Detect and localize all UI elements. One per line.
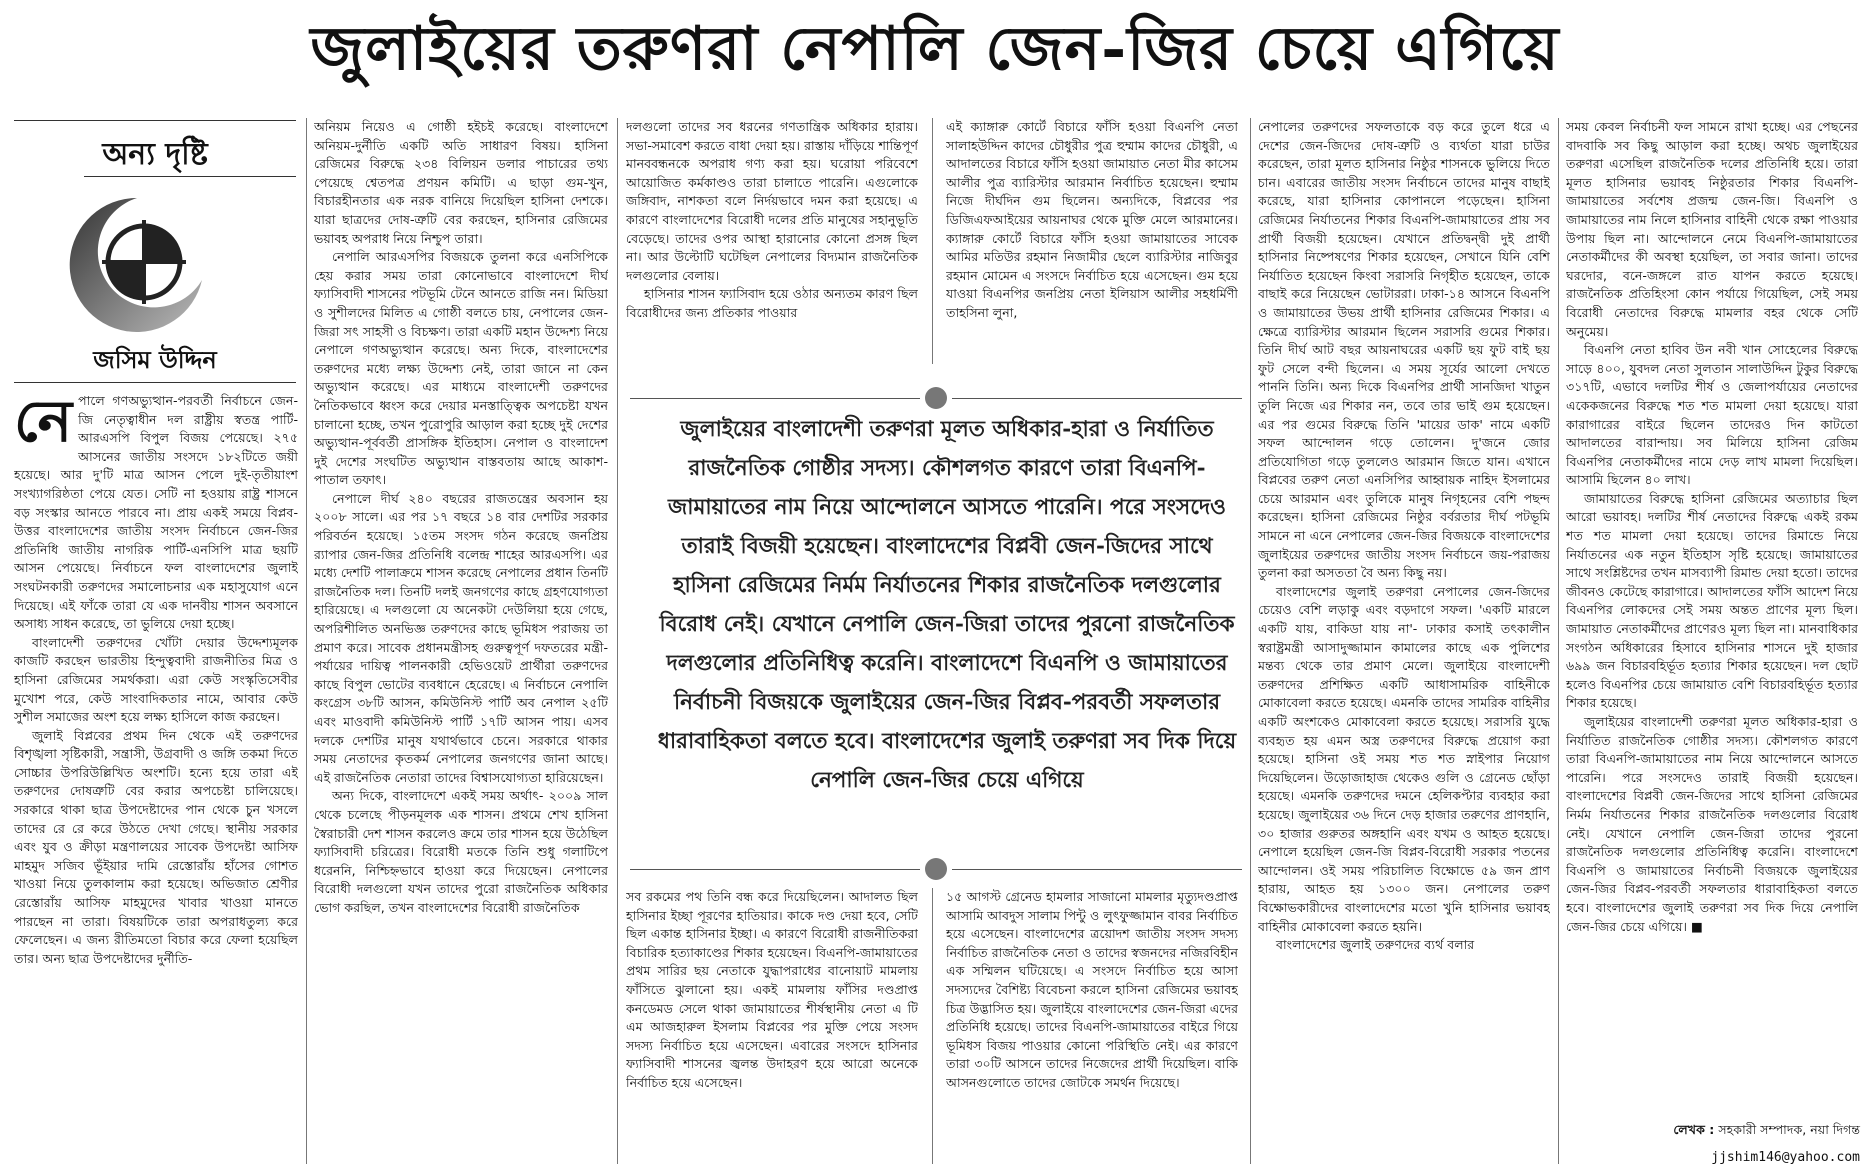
paragraph: ১৫ আগস্ট গ্রেনেড হামলার সাজানো মামলার মৃত্যুদণ্ডপ্রাপ্ত আসামি আবদুস সালাম পিন্টু ও লুৎফুজ্জামান বাবর নির্বাচিত হয়ে এসেছেন। বাংলাদেশের ত্রয়োদশ জাতীয় সংসদ সদস্য নির্বাচিত রাজনৈতিক নেতা ও তাদের স্বজনদের নজিরবিহীন এক সম্মিলন ঘটিয়েছে। এ সংসদে নির্বাচিত হয়ে আসা সদস্যদের বৈশিষ্ট্য বিবেচনা করলে হাসিনা রেজিমের ভয়াবহ চিত্র উদ্ভাসিত হয়। জুলাইয়ে বাংলাদেশের জেন-জিরা এদের প্রতিনিধি হয়েছে। তাদের বিএনপি-জামায়াতের বাইরে গিয়ে ভূমিধস বিজয় পাওয়ার কোনো পরিস্থিতি নেই। এর কারণে তারা ৩০টি আসনে তাদের নিজেদের প্রার্থী দিয়েছিল। বাকি আসনগুলোতে তাদের জোটকে সমর্থন দিয়েছে। xyxy=(946,889,1238,1090)
paragraph: সব রকমের পথ তিনি বন্ধ করে দিয়েছিলেন। আদালত ছিল হাসিনার ইচ্ছা পূরণের হাতিয়ার। কাকে দণ্ড দেয়া হবে, সেটি ছিল একান্ত হাসিনার ইচ্ছা। এ কারণে বিরোধী রাজনীতিকরা বিচারিক হত্যাকাণ্ডের শিকার হয়েছেন। বিএনপি-জামায়াতের প্রথম সারির ছয় নেতাকে যুদ্ধাপরাধের বানোয়াট মামলায় ফাঁসিতে ঝুলানো হয়। একই মামলায় ফাঁসির দণ্ডপ্রাপ্ত কনডেমড সেলে থাকা জামায়াতের শীর্ষস্থানীয় নেতা এ টি এম আজহারুল ইসলাম বিপ্লবের পর মুক্তি পেয়ে সংসদ সদস্য নির্বাচিত হয়ে এসেছেন। এবারের সংসদে হাসিনার ফ্যাসিবাদী শাসনের জ্বলন্ত উদাহরণ হয়ে আরো অনেকে নির্বাচিত হয়ে এসেছেন। xyxy=(626,889,918,1090)
article-column-4-top xyxy=(946,118,1238,380)
paragraph: নেপালের তরুণদের সফলতাকে বড় করে তুলে ধরে এ দেশের জেন-জিদের দোষ-ত্রুটি ও ব্যর্থতা যারা চাউর করেছেন, তারা মূলত হাসিনার নিষ্ঠুর শাসনকে ভুলিয়ে দিতে চান। এবারের জাতীয় সংসদ নির্বাচনে তাদের মানুষ বাছাই করেছে, যারা হাসিনার কোপানলে পড়েছেন। হাসিনা রেজিমের নির্যাতনের শিকার বিএনপি-জামায়াতের প্রায় সব প্রার্থী বিজয়ী হয়েছেন। যেখানে প্রতিদ্বন্দ্বী দুই প্রার্থী হাসিনার নিষ্পেষণের শিকার হয়েছেন, সেখানে যিনি বেশি নির্যাতিত হয়েছেন কিংবা সরাসরি নিগৃহীত হয়েছেন, তাকে বাছাই করে নিয়েছেন ভোটাররা। ঢাকা-১৪ আসনে বিএনপি ও জামায়াতের উভয় প্রার্থী হাসিনার রেজিমের শিকার। এ ক্ষেত্রে ব্যারিস্টার আরমান ছিলেন সরাসরি গুমের শিকার। তিনি দীর্ঘ আট বছর আয়নাঘরের একটি ছয় ফুট বাই ছয় ফুট সেলে বন্দী ছিলেন। এ সময় সূর্যের আলো দেখতে পাননি তিনি। অন্য দিকে বিএনপির প্রার্থী সানজিদা খাতুন তুলি নিজে এর শিকার নন, তবে তার ভাই গুম হয়েছেন। এর পর গুমের বিরুদ্ধে তিনি 'মায়ের ডাক' নামে একটি সফল আন্দোলন গড়ে তোলেন। দু'জনে জোর প্রতিযোগিতা গড়ে তুললেও আরমান জিতে যান। এখানে বিপ্লবের তরুণ নেতা এনসিপির আহ্বায়ক নাহিদ ইসলামের চেয়ে আরমান এবং তুলিকে মানুষ নিগৃহনের বেশি পছন্দ করেছেন। হাসিনা রেজিমের নিষ্ঠুর বর্বরতার দীর্ঘ পটভূমি সামনে না এনে নেপালের জেন-জির বিজয়কে বাংলাদেশের জুলাইয়ের তরুণদের জাতীয় সংসদ নির্বাচনে জয়-পরাজয় তুলনা করা অসততা বৈ অন্য কিছু নয়। xyxy=(1258,119,1550,581)
paragraph: অনিয়ম নিয়েও এ গোষ্ঠী হইচই করেছে। বাংলাদেশে অনিয়ম-দুর্নীতি একটি অতি সাধারণ বিষয়। হাসিনা রেজিমের বিরুদ্ধে ২৩৪ বিলিয়ন ডলার পাচারের তথ্য পেয়েছে শ্বেতপত্র প্রণয়ন কমিটি। এ ছাড়া গুম-খুন, বিচারহীনতার এক নরক বানিয়ে দিয়েছিল হাসিনা দেশকে। যারা ছাত্রদের দোষ-ত্রুটি বের করছেন, হাসিনার রেজিমের ভয়াবহ অপরাধ নিয়ে নিশ্চুপ তারা। xyxy=(314,119,608,246)
paragraph: দলগুলো তাদের সব ধরনের গণতান্ত্রিক অধিকার হারায়। সভা-সমাবেশ করতে বাধা দেয়া হয়। রাস্তায় দাঁড়িয়ে শান্তিপূর্ণ মানববন্ধনকে অপরাধ গণ্য করা হয়। ঘরোয়া পরিবেশে আয়োজিত কর্মকাণ্ডও তারা চালাতে পারেনি। এগুলোকে জঙ্গিবাদ, নাশকতা বলে নির্দয়ভাবে দমন করা হয়েছে। এ কারণে বাংলাদেশের বিরোধী দলের প্রতি মানুষের সহানুভূতি বেড়েছে। তাদের ওপর আস্থা হারানোর কোনো প্রসঙ্গ ছিল না। আর উল্টোটি ঘটেছিল নেপালের বিদ্যমান রাজনৈতিক দলগুলোর বেলায়। xyxy=(626,119,918,283)
dropcap: নে xyxy=(14,392,73,455)
paragraph: বাংলাদেশী তরুণদের খোঁটা দেয়ার উদ্দেশ্যমূলক কাজটি করছেন ভারতীয় হিন্দুত্ববাদী রাজনীতির মিত্র ও হাসিনা রেজিমের সমর্থকরা। এরা কেউ সংস্কৃতিসেবীর মুখোশ পরে, কেউ সাংবাদিকতার নামে, আবার কেউ সুশীল সমাজের অংশ হয়ে লক্ষ্য হাসিলে কাজ করছেন। xyxy=(14,634,298,725)
signature-label: লেখক : xyxy=(1673,1122,1715,1137)
paragraph: পালে গণঅভ্যুত্থান-পরবর্তী নির্বাচনে জেন-জি নেতৃত্বাধীন দল রাষ্ট্রীয় স্বতন্ত্র পার্টি-আরএসপি বিপুল বিজয় পেয়েছে। ২৭৫ আসনের জাতীয় সংসদে ১৮২টিতে জয়ী হয়েছে। আর দু'টি মাত্র আসন পেলে দুই-তৃতীয়াংশ সংখ্যাগরিষ্ঠতা পেয়ে যেত। সেটি না হওয়ায় রাষ্ট্র শাসনে বড় সংস্কার আনতে পারবে না। প্রায় একই সময়ে বিপ্লব-উত্তর বাংলাদেশের জাতীয় সংসদ নির্বাচনে জেন-জির প্রতিনিধি জাতীয় নাগরিক পার্টি-এনসিপি মাত্র ছয়টি আসন পেয়েছে। নির্বাচনে ফল বাংলাদেশের জুলাই সংঘটনকারী তরুণদের সমালোচনার এক মহাসুযোগ এনে দিয়েছে। এই ফাঁকে তারা যে এক দানবীয় শাসন অবসানে অসাধ্য সাধন করেছে, তা ভুলিয়ে দেয়া হচ্ছে। xyxy=(14,393,298,632)
column-rule xyxy=(1250,118,1251,1164)
pullquote-rule xyxy=(630,869,920,870)
divider xyxy=(14,120,296,121)
pullquote-rule xyxy=(630,398,920,399)
section-label: অন্য দৃষ্টি xyxy=(102,137,208,172)
article-column-3-top xyxy=(626,118,918,380)
paragraph: জুলাইয়ের বাংলাদেশী তরুণরা মূলত অধিকার-হারা ও নির্যাতিত রাজনৈতিক গোষ্ঠীর সদস্য। কৌশলগত কারণে তারা বিএনপি-জামায়াতের নাম নিয়ে আন্দোলনে আসতে পারেনি। পরে সংসদেও তারাই বিজয়ী হয়েছেন। বাংলাদেশের বিপ্লবী জেন-জিদের সাথে হাসিনা রেজিমের নির্মম নির্যাতনের শিকার রাজনৈতিক দলগুলোর বিরোধ নেই। যেখানে নেপালি জেন-জিরা তাদের পুরনো রাজনৈতিক দলগুলোর প্রতিনিধিত্ব করেনি। বাংলাদেশে বিএনপি ও জামায়াতের নির্বাচনী বিজয়কে জুলাইয়ের জেন-জির বিপ্লব-পরবর্তী সফলতার ধারাবাহিকতা বলতে হবে। বাংলাদেশের জুলাই তরুণরা সব দিক দিয়ে নেপালি জেন-জির চেয়ে এগিয়ে। ■ xyxy=(1566,714,1858,934)
paragraph: নেপালে দীর্ঘ ২৪০ বছরের রাজতন্ত্রের অবসান হয় ২০০৮ সালে। এর পর ১৭ বছরে ১৪ বার দেশটির সরকার পরিবর্তন হয়েছে। ১৫তম সংসদ গঠন করেছে জনপ্রিয় র‍্যাপার জেন-জির প্রতিনিধি বলেন্দ্র শাহের আরএসপি। এর মধ্যে দেশটি পালাক্রমে শাসন করেছে নেপালের প্রধান তিনটি রাজনৈতিক দল। তিনটি দলই জনগণের কাছে গ্রহণযোগ্যতা হারিয়েছে। এ দলগুলো যে অনেকটা দেউলিয়া হয়ে গেছে, অপরিশীলিত অনভিজ্ঞ তরুণদের কাছে ভূমিধস পরাজয় তা প্রমাণ করে। সাবেক প্রধানমন্ত্রীসহ গুরুত্বপূর্ণ দফতরের মন্ত্রী-পর্যায়ের দায়িত্ব পালনকারী হেভিওয়েট প্রার্থীরা তরুণদের কাছে বিপুল ভোটের ব্যবধানে হেরেছে। এ নির্বাচনে নেপালি কংগ্রেস ৩৮টি আসন, কমিউনিস্ট পার্টি অব নেপাল ২৫টি এবং মাওবাদী কমিউনিস্ট পার্টি ১৭টি আসন পায়। এসব দলকে দেশটির মানুষ যথার্থভাবে চেনে। সরকারে থাকার সময় নেতাদের কৃতকর্ম নেপালের জনগণের জানা আছে। এই রাজনৈতিক নেতারা তাদের বিশ্বাসযোগ্যতা হারিয়েছেন। xyxy=(314,490,608,785)
column-rule xyxy=(617,118,618,1164)
pullquote-rule xyxy=(952,869,1242,870)
article-column-2 xyxy=(314,118,608,1170)
pullquote-dot xyxy=(925,858,947,880)
column-rule xyxy=(306,118,307,1164)
signature-text: সহকারী সম্পাদক, নয়া দিগন্ত xyxy=(1718,1122,1860,1137)
paragraph: বাংলাদেশের জুলাই তরুণরা নেপালের জেন-জিদের চেয়েও বেশি লড়াকু এবং বড়দাগে সফল। 'একটি মারলে একটি যায়, বাকিডা যায় না'- ঢাকার কসাই তৎকালীন স্বরাষ্ট্রমন্ত্রী আসাদুজ্জামান কামালের কাছে এক পুলিশের মন্তব্য থেকে তার প্রমাণ মেলে। জুলাইয়ে বাংলাদেশী তরুণদের প্রশিক্ষিত একটি আধাসামরিক বাহিনীকে মোকাবেলা করতে হয়েছে। এমনকি তাদের সামরিক বাহিনীর একটি অংশকেও মোকাবেলা করতে হয়েছে। সরাসরি যুদ্ধে ব্যবহৃত হয় এমন অস্ত্র তরুণদের বিরুদ্ধে প্রয়োগ করা হয়েছে। হাসিনা ওই সময় শত শত স্নাইপার নিয়োগ দিয়েছিলেন। উড়োজাহাজ থেকেও গুলি ও গ্রেনেড ছোঁড়া হয়েছে। এমনকি তরুণদের দমনে হেলিকপ্টার ব্যবহার করা হয়েছে। জুলাইয়ের ৩৬ দিনে দেড় হাজার তরুণের প্রাণহানি, ৩০ হাজার গুরুতর অঙ্গহানি এবং যখম ও আহত হয়েছে। নেপালে হয়েছিল জেন-জি বিপ্লব-বিরোধী সরকার পতনের আন্দোলন। ওই সময় পরিচালিত বিক্ষোভে ৫৯ জন প্রাণ হারায়, আহত হয় ১৩০০ জন। নেপালের তরুণ বিক্ষোভকারীদের বাংলাদেশের মতো খুনি হাসিনার ভয়াবহ বাহিনীর মোকাবেলা করতে হয়নি। xyxy=(1258,583,1550,934)
column-tag xyxy=(14,120,296,380)
article-column-5 xyxy=(1258,118,1550,1170)
article-column-6 xyxy=(1566,118,1858,1118)
column-rule xyxy=(932,118,933,364)
paragraph: অন্য দিকে, বাংলাদেশে একই সময় অর্থাৎ- ২০০৯ সাল থেকে চলেছে পীড়নমূলক এক শাসন। প্রথমে শেখ হাসিনা স্বৈরাচারী দেশ শাসন করলেও ক্রমে তার শাসন হয়ে উঠেছিল ফ্যাসিবাদী চরিত্রের। বিরোধী মতকে তিনি শুধু গলাটিপে ধরেননি, নিশ্চিহ্নভাবে হাওয়া করে দিয়েছেন। নেপালের বিরোধী দলগুলো যখন তাদের পুরো রাজনৈতিক অধিকার ভোগ করছিল, তখন বাংলাদেশের বিরোধী রাজনৈতিক xyxy=(314,788,608,915)
author-name: জসিম উদ্দিন xyxy=(93,345,217,374)
divider xyxy=(14,382,296,383)
paragraph: সময় কেবল নির্বাচনী ফল সামনে রাখা হচ্ছে। এর পেছনের বাদবাকি সব কিছু আড়াল করা হচ্ছে। অথচ জুলাইয়ের তরুণরা এসেছিল রাজনৈতিক দলের প্রতিনিধি হয়ে। তারা মূলত হাসিনার ভয়াবহ নিষ্ঠুরতার শিকার বিএনপি-জামায়াতের সর্বশেষ প্রজন্ম জেন-জি। বিএনপি ও জামায়াতের নাম নিলে হাসিনার বাহিনী থেকে রক্ষা পাওয়ার উপায় ছিল না। আন্দোলনে নেমে বিএনপি-জামায়াতের নেতাকর্মীদের কী অবস্থা হয়েছিল, তা সবার জানা। তাদের ঘরদোর, বনে-জঙ্গলে রাত যাপন করতে হয়েছে। রাজনৈতিক প্রতিহিংসা কোন পর্যায়ে গিয়েছিল, সেই সময় বিরোধী নেতাদের বিরুদ্ধে মামলার বহর থেকে সেটি অনুমেয়। xyxy=(1566,119,1858,339)
column-rule xyxy=(932,888,933,1164)
paragraph: বাংলাদেশের জুলাই তরুণদের ব্যর্থ বলার xyxy=(1276,937,1475,953)
pullquote: জুলাইয়ের বাংলাদেশী তরুণরা মূলত অধিকার-হারা ও নির্যাতিত রাজনৈতিক গোষ্ঠীর সদস্য। কৌশলগত কারণে তারা বিএনপি-জামায়াতের নাম নিয়ে আন্দোলনে আসতে পারেনি। পরে সংসদেও তারাই বিজয়ী হয়েছেন। বাংলাদেশের বিপ্লবী জেন-জিদের সাথে হাসিনা রেজিমের নির্মম নির্যাতনের শিকার রাজনৈতিক দলগুলোর বিরোধ নেই। যেখানে নেপালি জেন-জিরা তাদের পুরনো রাজনৈতিক দলগুলোর প্রতিনিধিত্ব করেনি। বাংলাদেশে বিএনপি ও জামায়াতের নির্বাচনী বিজয়কে জুলাইয়ের জেন-জির বিপ্লব-পরবর্তী সফলতার ধারাবাহিকতা বলতে হবে। বাংলাদেশের জুলাই তরুণরা সব দিক দিয়ে নেপালি জেন-জির চেয়ে এগিয়ে xyxy=(657,417,1237,793)
article-column-3-bottom xyxy=(626,888,918,1170)
author-signature xyxy=(1560,1122,1860,1142)
paragraph: নেপালি আরএসপির বিজয়কে তুলনা করে এনসিপিকে হেয় করার সময় তারা কোনোভাবে বাংলাদেশে দীর্ঘ ফ্যাসিবাদী শাসনের পটভূমি টেনে আনতে রাজি নন। মিডিয়া ও সুশীলদের মিলিত এ গোষ্ঠী বলতে চায়, নেপালের জেন-জিরা সৎ সাহসী ও বিচক্ষণ। তারা একটি মহান উদ্দেশ্য নিয়ে নেপালে গণঅভ্যুত্থান করেছে। অন্য দিকে, বাংলাদেশের তরুণদের মধ্যে লক্ষ্য উদ্দেশ্য নেই, তারা জানে না কেন অভ্যুত্থান করেছে। এর মাধ্যমে বাংলাদেশী তরুণদের নৈতিকভাবে ধ্বংস করে দেয়ার মনস্তাত্ত্বিক অপচেষ্টা যখন চালানো হচ্ছে, তখন পুরোপুরি আড়াল করা হচ্ছে দুই দেশের অভ্যুত্থান-পূর্ববর্তী প্রাসঙ্গিক ইতিহাস। নেপাল ও বাংলাদেশ দুই দেশের সংঘটিত অভ্যুত্থান বাস্তবতায় আছে আকাশ-পাতাল তফাৎ। xyxy=(314,249,608,488)
paragraph: জুলাই বিপ্লবের প্রথম দিন থেকে এই তরুণদের বিশৃঙ্খলা সৃষ্টিকারী, সন্ত্রাসী, উগ্রবাদী ও জঙ্গি তকমা দিতে সোচ্চার উপরিউল্লিখিত অংশটি। হন্যে হয়ে তারা এই তরুণদের দোষত্রুটি বের করার অপচেষ্টা চালিয়েছে। সরকারে থাকা ছাত্র উপদেষ্টাদের পান থেকে চুন খসলে তাদের রে রে করে উঠতে দেখা গেছে। স্থানীয় সরকার এবং যুব ও ক্রীড়া মন্ত্রণালয়ের সাবেক উপদেষ্টা আসিফ মাহমুদ সজিব ভূঁইয়ার দামি রেস্তোরাঁয় হাঁসের গোশত খাওয়া নিয়ে তুলকালাম করা হয়েছে। অভিজাত শ্রেণীর রেস্তোরাঁয় আসিফ মাহমুদের খাবার খাওয়া মানতে পারছেন না তারা। বিষয়টিকে তারা অপরাধতুল্য করে ফেলেছেন। এ জন্য রীতিমতো বিচার করে ফেলা হয়েছিল তার। অন্য ছাত্র উপদেষ্টাদের দুর্নীতি- xyxy=(14,727,298,966)
author-email[interactable]: jjshim146@yahoo.com xyxy=(1711,1150,1860,1165)
article-column-4-bottom xyxy=(946,888,1238,1170)
pullquote-dot xyxy=(925,387,947,409)
pullquote-rule xyxy=(952,398,1242,399)
paragraph: বিএনপি নেতা হাবিব উন নবী খান সোহেলের বিরুদ্ধে সাড়ে ৪০০, যুবদল নেতা সুলতান সালাউদ্দিন টুকুর বিরুদ্ধে ৩১৭টি, এভাবে দলটির শীর্ষ ও জেলাপর্যায়ের নেতাদের একেকজনের বিরুদ্ধে শত শত মামলা দেয়া হয়েছে। যারা কারাগারের বাইরে ছিলেন তাদেরও দিন কাটতো আদালতের বারান্দায়। সব মিলিয়ে হাসিনা রেজিম বিএনপির নেতাকর্মীদের নামে দেড় লাখ মামলা দিয়েছিল। আসামি ছিলেন ৪০ লাখ। xyxy=(1566,342,1858,488)
headline: জুলাইয়ের তরুণরা নেপালি জেন-জির চেয়ে এগিয়ে xyxy=(310,14,1560,84)
paragraph: এই ক্যাঙ্গারু কোর্টে বিচারে ফাঁসি হওয়া বিএনপি নেতা সালাহউদ্দিন কাদের চৌধুরীর পুত্র হুম্মাম কাদের চৌধুরী, এ আদালতের বিচারে ফাঁসি হওয়া জামায়াত নেতা মীর কাসেম আলীর পুত্র ব্যারিস্টার আরমান নির্বাচিত হয়েছেন। হুম্মাম নিজে দীর্ঘদিন গুম ছিলেন। অন্যদিকে, বিপ্লবের পর ডিজিএফআইয়ের আয়নাঘর থেকে মুক্তি মেলে আরমানের। ক্যাঙ্গারু কোর্টে বিচারে ফাঁসি হওয়া জামায়াতের সাবেক আমির মতিউর রহমান নিজামীর ছেলে ব্যারিস্টার নাজিবুর রহমান মোমেন এ সংসদে নির্বাচিত হয়ে এসেছেন। গুম হয়ে যাওয়া বিএনপির জনপ্রিয় নেতা ইলিয়াস আলীর সহধর্মিণী তাহসিনা লুনা, xyxy=(946,119,1238,320)
column-rule xyxy=(1558,118,1559,1164)
paragraph: জামায়াতের বিরুদ্ধে হাসিনা রেজিমের অত্যাচার ছিল আরো ভয়াবহ। দলটির শীর্ষ নেতাদের বিরুদ্ধে একই রকম শত শত মামলা দেয়া হয়েছে। তাদের রিমান্ডে নিয়ে নির্যাতনের এক নতুন ইতিহাস সৃষ্টি হয়েছে। জামায়াতের সাথে সংশ্লিষ্টদের তখন মাসব্যাপী রিমান্ড দেয়া হতো। তাদের জীবনও কেটেছে কারাগারে। আদালতের ফাঁসি আদেশ নিয়ে বিএনপির লোকদের সেই সময় অন্তত প্রাণের মূল্য ছিল। জামায়াত নেতাকর্মীদের প্রাণেরও মূল্য ছিল না। মানবাধিকার সংগঠন অধিকারের হিসাবে হাসিনার শাসনে দুই হাজার ৬৯৯ জন বিচারবহির্ভূত হত্যার শিকার হয়েছেন। দল ছোট হলেও বিএনপির চেয়ে জামায়াত বেশি বিচারবহির্ভূত হত্যার শিকার হয়েছে। xyxy=(1566,490,1858,711)
crescent-compass-logo-icon xyxy=(62,190,212,340)
divider xyxy=(84,176,296,177)
paragraph: হাসিনার শাসন ফ্যাসিবাদ হয়ে ওঠার অন্যতম কারণ ছিল বিরোধীদের জন্য প্রতিকার পাওয়ার xyxy=(626,286,918,320)
article-column-1 xyxy=(14,392,298,1170)
